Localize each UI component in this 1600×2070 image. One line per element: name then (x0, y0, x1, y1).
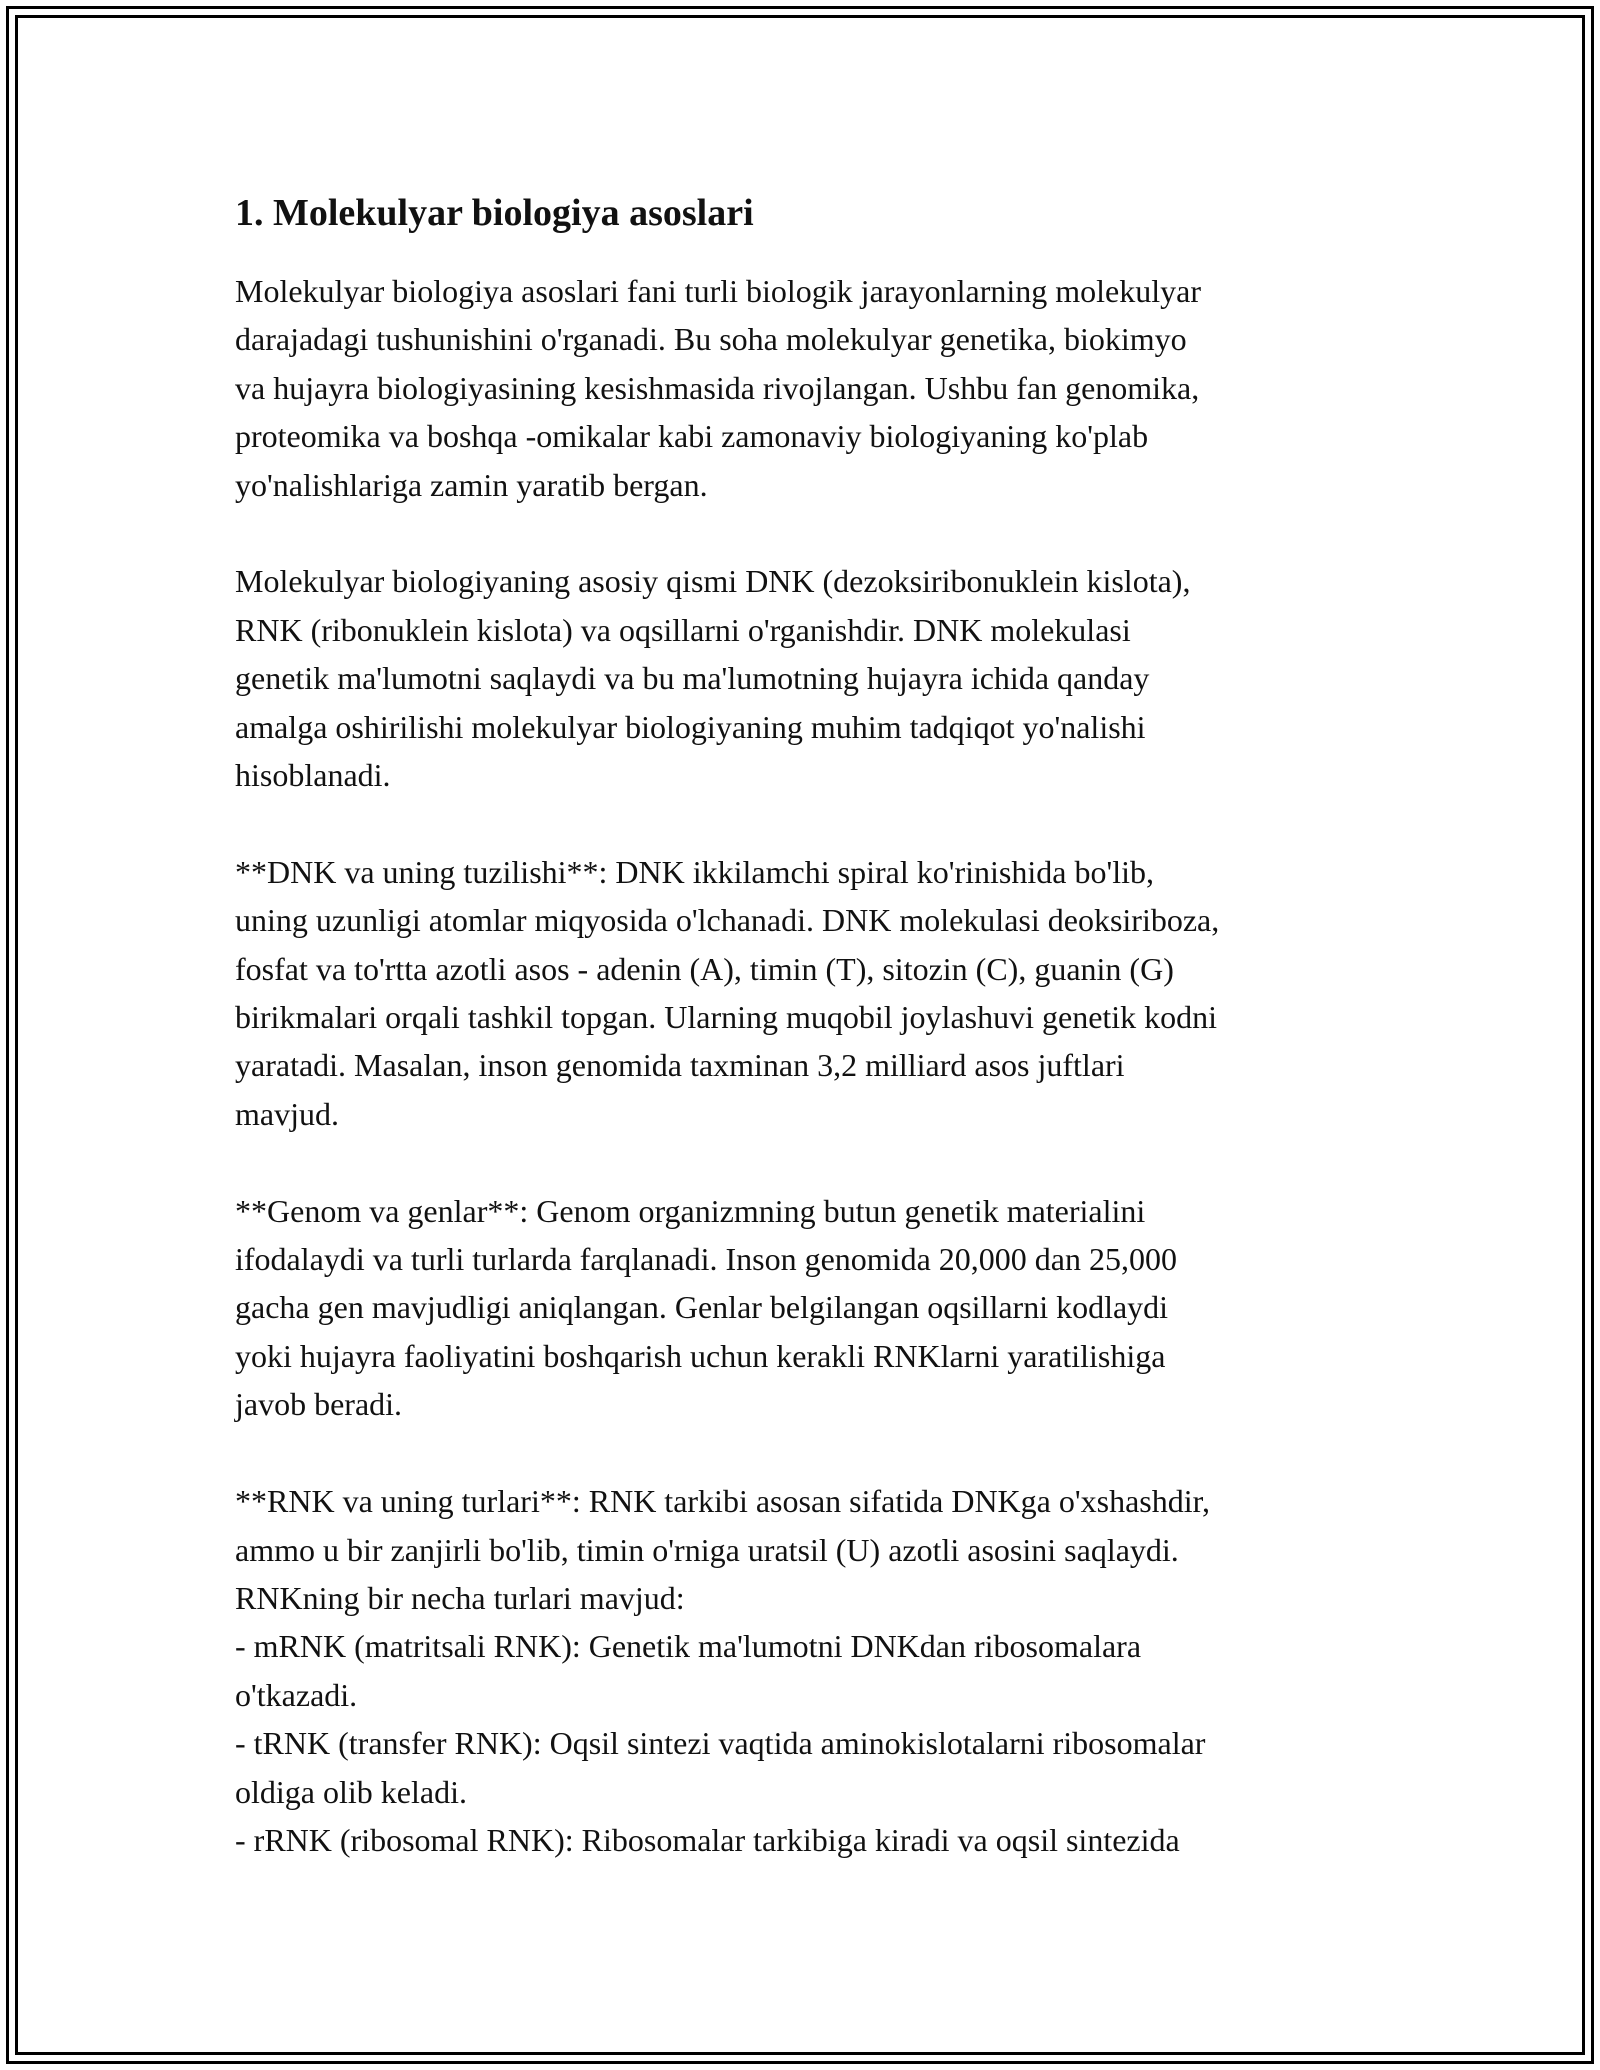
paragraph (235, 557, 1365, 799)
paragraph (235, 1477, 1365, 1864)
text-line: uning uzunligi atomlar miqyosida o'lchanadi. DNK molekulasi deoksiriboza, (235, 902, 1220, 939)
text-line: yo'nalishlariga zamin yaratib bergan. (235, 466, 708, 503)
text-line: Molekulyar biologiyaning asosiy qismi DNK (dezoksiribonuklein kislota), (235, 563, 1191, 600)
text-line: **DNK va uning tuzilishi**: DNK ikkilamchi spiral ko'rinishida bo'lib, (235, 853, 1154, 890)
text-line: yoki hujayra faoliyatini boshqarish uchun kerakli RNKlarni yaratilishiga (235, 1337, 1166, 1374)
text-line: - tRNK (transfer RNK): Oqsil sintezi vaqtida aminokislotalarni ribosomalar (235, 1725, 1206, 1762)
text-line: **Genom va genlar**: Genom organizmning butun genetik materialini (235, 1192, 1146, 1229)
text-line: gacha gen mavjudligi aniqlangan. Genlar belgilangan oqsillarni kodlaydi (235, 1289, 1169, 1326)
text-line: o'tkazadi. (235, 1676, 358, 1713)
text-line: ifodalaydi va turli turlarda farqlanadi. Inson genomida 20,000 dan 25,000 (235, 1241, 1177, 1278)
text-line: **RNK va uning turlari**: RNK tarkibi asosan sifatida DNKga o'xshashdir, (235, 1483, 1210, 1520)
text-line: va hujayra biologiyasining kesishmasida rivojlangan. Ushbu fan genomika, (235, 369, 1200, 406)
text-line: amalga oshirilishi molekulyar biologiyaning muhim tadqiqot yo'nalishi (235, 708, 1146, 745)
text-line: RNKning bir necha turlari mavjud: (235, 1579, 685, 1616)
paragraph (235, 1187, 1365, 1429)
text-line: RNK (ribonuklein kislota) va oqsillarni o'rganishdir. DNK molekulasi (235, 611, 1131, 648)
text-line: proteomika va boshqa -omikalar kabi zamonaviy biologiyaning ko'plab (235, 418, 1149, 455)
text-line: - rRNK (ribosomal RNK): Ribosomalar tarkibiga kiradi va oqsil sintezida (235, 1821, 1180, 1858)
text-line: oldiga olib keladi. (235, 1773, 467, 1810)
paragraph (235, 848, 1365, 1138)
text-line: - mRNK (matritsali RNK): Genetik ma'lumotni DNKdan ribosomalara (235, 1628, 1142, 1665)
text-line: birikmalari orqali tashkil topgan. Ularning muqobil joylashuvi genetik kodni (235, 999, 1218, 1036)
text-line: darajadagi tushunishini o'rganadi. Bu soha molekulyar genetika, biokimyo (235, 321, 1187, 358)
text-line: ammo u bir zanjirli bo'lib, timin o'rniga uratsil (U) azotli asosini saqlaydi. (235, 1531, 1179, 1568)
text-line: yaratadi. Masalan, inson genomida taxminan 3,2 milliard asos juftlari (235, 1047, 1125, 1084)
text-line: javob beradi. (235, 1386, 403, 1423)
text-line: fosfat va to'rtta azotli asos - adenin (A), timin (T), sitozin (C), guanin (G) (235, 950, 1174, 987)
text-line: Molekulyar biologiya asoslari fani turli biologik jarayonlarning molekulyar (235, 273, 1201, 309)
text-line: mavjud. (235, 1095, 339, 1132)
text-line: genetik ma'lumotni saqlaydi va bu ma'lumotning hujayra ichida qanday (235, 660, 1150, 697)
paragraph-list (235, 267, 1365, 1864)
paragraph (235, 267, 1365, 509)
section-heading: 1. Molekulyar biologiya asoslari (235, 192, 754, 234)
document-body (235, 185, 1365, 1913)
text-line: hisoblanadi. (235, 757, 391, 794)
